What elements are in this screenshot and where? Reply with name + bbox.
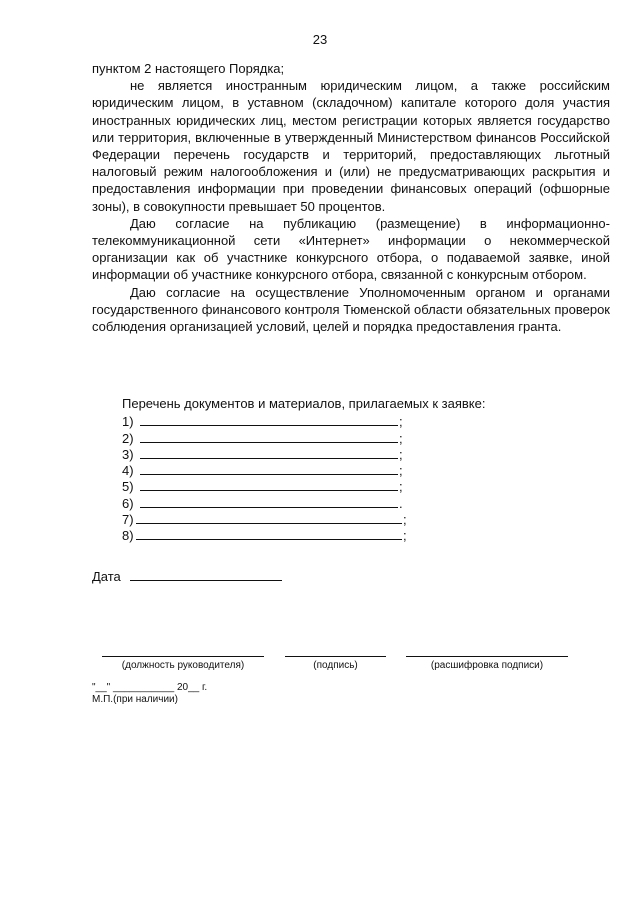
fill-in-line — [140, 430, 398, 443]
list-item-end: ; — [403, 512, 407, 528]
date-fill-line — [130, 567, 282, 581]
list-item-end: ; — [399, 430, 403, 446]
list-item-number: 2) — [122, 430, 134, 446]
decoding-caption: (расшифровка подписи) — [430, 660, 544, 671]
fill-in-line — [140, 462, 398, 475]
fill-in-line — [140, 446, 398, 459]
list-item-end: ; — [403, 528, 407, 544]
document-body — [92, 60, 610, 335]
signature-date: "__" ___________ 20__ г. — [92, 682, 208, 693]
list-item-number: 7) — [122, 512, 134, 528]
fill-in-line — [136, 527, 402, 540]
list-item-number: 8) — [122, 528, 134, 544]
page-number: 23 — [312, 32, 328, 47]
list-item-number: 5) — [122, 479, 134, 495]
documents-list — [122, 396, 486, 544]
paragraph-inspection-consent: Даю согласие на осуществление Уполномоченным органом и органами государственного финансового контроля Тюменской области обязательных проверок соблюдения организацией условий, целей и порядка предоставления гранта. — [92, 284, 610, 335]
decoding-signature-line — [406, 656, 568, 657]
list-item-number: 4) — [122, 463, 134, 479]
fill-in-line — [140, 478, 398, 491]
list-item — [122, 430, 422, 446]
list-item-number: 6) — [122, 495, 134, 511]
list-item-end: ; — [399, 446, 403, 462]
fill-in-line — [140, 413, 398, 426]
date-label: Дата — [92, 569, 121, 584]
paragraph-not-foreign-entity: не является иностранным юридическим лицом, а также российским юридическим лицом, в уставном (складочном) капитале которого доля участия иностранных юридических лиц, местом регистрации которых является государство или территория, включенные в утвержденный Министерством финансов Российской Федерации перечень государств и территорий, предоставляющих льготный налоговый режим налогообложения и (или) не предусматривающих раскрытия и предоставления информации при проведении финансовых операций (офшорные зоны), в совокупности превышает 50 процентов. — [92, 78, 610, 214]
date-row — [92, 567, 282, 584]
paragraph-intro: пунктом 2 настоящего Порядка; — [92, 61, 285, 76]
list-item-number: 3) — [122, 446, 134, 462]
list-item — [122, 511, 422, 527]
list-item-end: ; — [399, 414, 403, 430]
fill-in-line — [140, 495, 398, 508]
list-item — [122, 413, 422, 429]
position-signature-line — [102, 656, 264, 657]
position-caption: (должность руководителя) — [121, 660, 245, 671]
list-item — [122, 527, 422, 543]
signature-caption: (подпись) — [313, 660, 358, 671]
list-item-end: ; — [399, 479, 403, 495]
list-item-end: . — [399, 495, 403, 511]
list-item — [122, 478, 422, 494]
documents-list-heading: Перечень документов и материалов, прилагаемых к заявке: — [122, 396, 486, 411]
fill-in-line — [136, 511, 402, 524]
list-item — [122, 495, 422, 511]
paragraph-publication-consent: Даю согласие на публикацию (размещение) в информационно-телекоммуникационной сети «Интернет» информации о некоммерческой организации как об участнике конкурсного отбора, о подаваемой заявке, иной информации об участнике конкурсного отбора, связанной с конкурсным отбором. — [92, 215, 610, 283]
list-item — [122, 462, 422, 478]
list-item-number: 1) — [122, 414, 134, 430]
list-item-end: ; — [399, 463, 403, 479]
stamp-place: М.П.(при наличии) — [92, 694, 178, 705]
signature-line — [285, 656, 386, 657]
list-item — [122, 446, 422, 462]
